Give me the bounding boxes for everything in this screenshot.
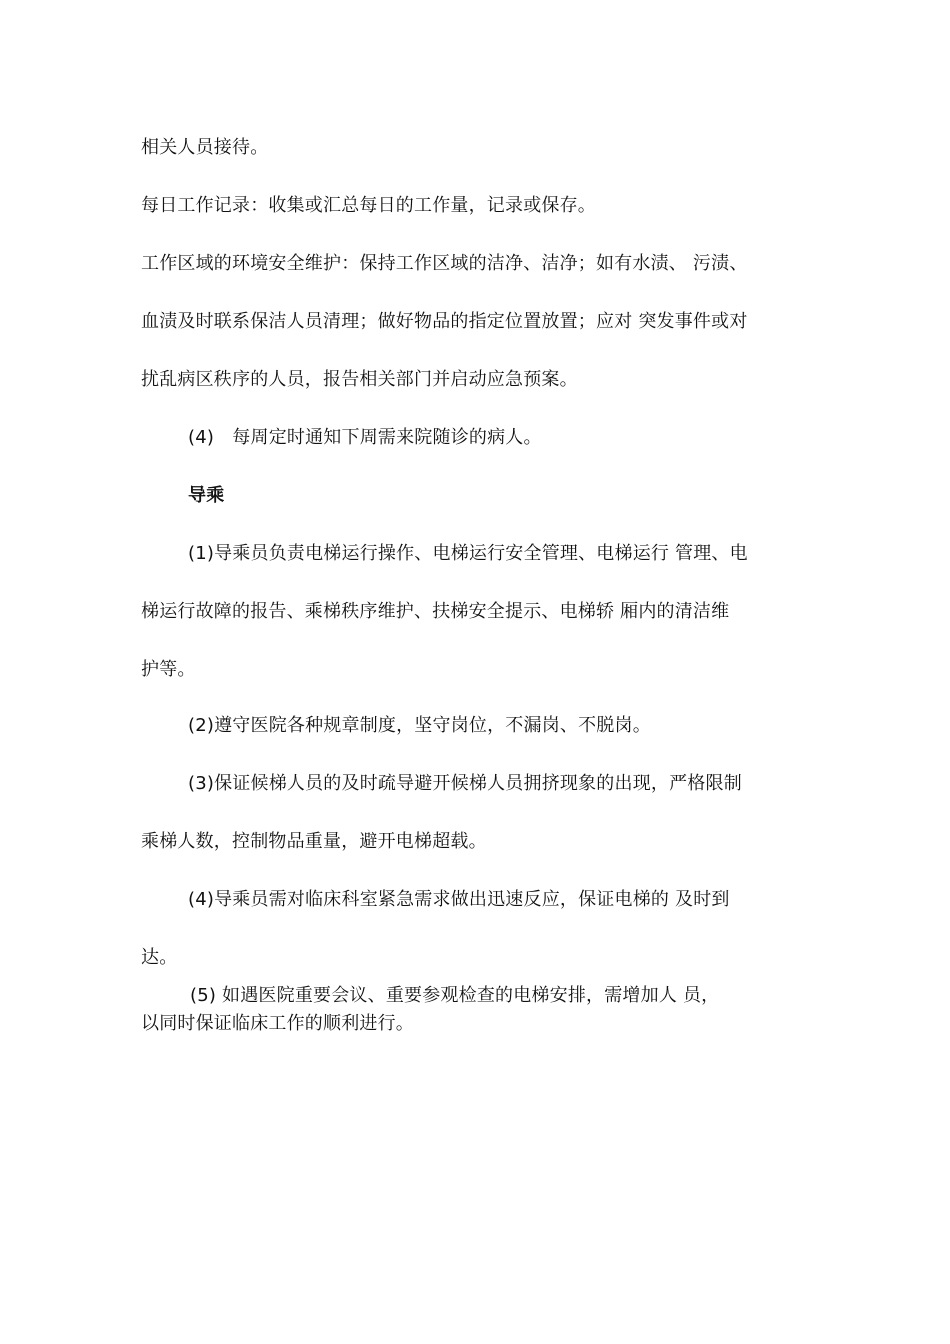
paragraph-line: 每日工作记录：收集或汇总每日的工作量，记录或保存。 [141,195,596,216]
list-item-4b: (4)导乘员需对临床科室紧急需求做出迅速反应，保证电梯的 及时到 [188,889,730,910]
list-item-1: (1)导乘员负责电梯运行操作、电梯运行安全管理、电梯运行 管理、电 [188,543,748,564]
paragraph-line: 扰乱病区秩序的人员，报告相关部门并启动应急预案。 [141,369,578,390]
list-item-4: (4) 每周定时通知下周需来院随诊的病人。 [188,427,542,448]
paragraph-line: 护等。 [141,659,196,680]
section-heading: 导乘 [188,485,225,506]
paragraph-line: 达。 [141,947,178,968]
list-item-3: (3)保证候梯人员的及时疏导避开候梯人员拥挤现象的出现，严格限制 [188,773,742,794]
paragraph-line: 相关人员接待。 [141,137,269,158]
list-item-5: (5) 如遇医院重要会议、重要参观检查的电梯安排，需增加人 员， [190,985,720,1006]
paragraph-line: 梯运行故障的报告、乘梯秩序维护、扶梯安全提示、电梯轿 厢内的清洁维 [141,601,730,622]
paragraph-line: 血渍及时联系保洁人员清理；做好物品的指定位置放置；应对 突发事件或对 [141,311,748,332]
paragraph-line: 工作区域的环境安全维护：保持工作区域的洁净、洁净；如有水渍、 污渍、 [141,253,748,274]
paragraph-line: 以同时保证临床工作的顺利进行。 [141,1013,414,1034]
paragraph-line: 乘梯人数，控制物品重量，避开电梯超载。 [141,831,487,852]
list-item-2: (2)遵守医院各种规章制度，坚守岗位，不漏岗、不脱岗。 [188,715,651,736]
